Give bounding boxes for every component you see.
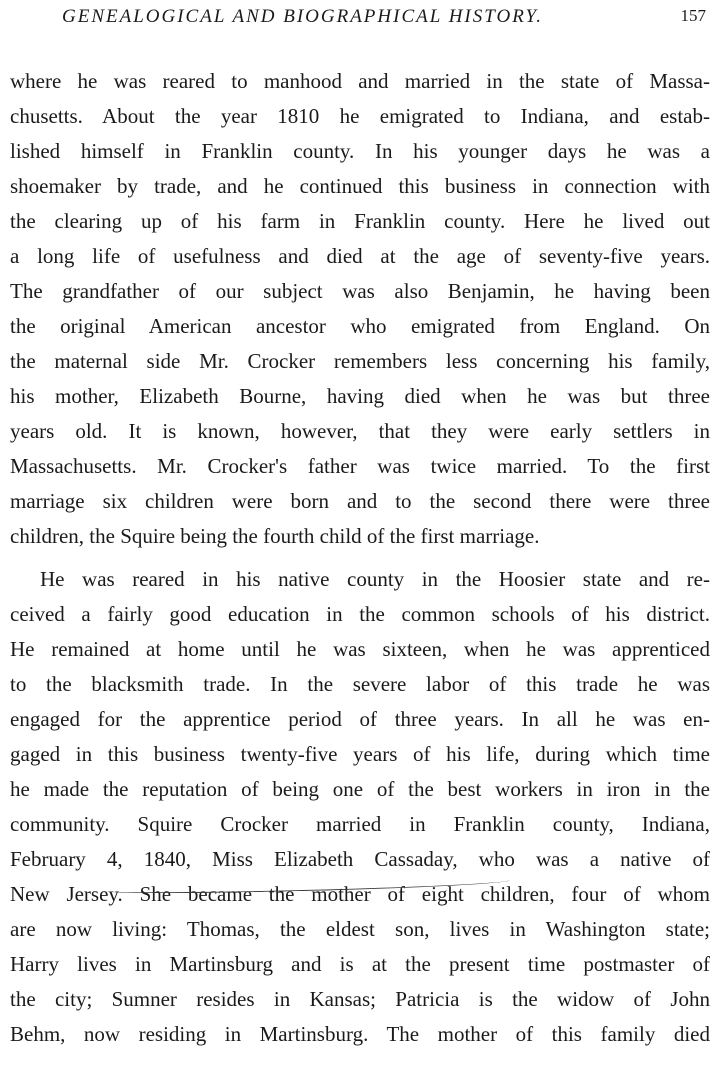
text-line: He was reared in his native county in the Hoosier state and re-	[40, 567, 710, 591]
text-line: community. Squire Crocker married in Franklin county, Indiana,	[10, 812, 710, 836]
running-title: GENEALOGICAL AND BIOGRAPHICAL HISTORY.	[62, 6, 544, 27]
text-line: the maternal side Mr. Crocker remembers less concerning his family,	[10, 349, 710, 373]
text-line: a long life of usefulness and died at the age of seventy-five years.	[10, 244, 710, 268]
text-line: The grandfather of our subject was also Benjamin, he having been	[10, 279, 710, 303]
text-line: years old. It is known, however, that they were early settlers in	[10, 419, 710, 443]
text-line: marriage six children were born and to the second there were three	[10, 489, 710, 513]
text-line: Harry lives in Martinsburg and is at the present time postmaster of	[10, 952, 710, 976]
text-line: to the blacksmith trade. In the severe labor of this trade he was	[10, 672, 710, 696]
text-line: Massachusetts. Mr. Crocker's father was twice married. To the first	[10, 454, 710, 478]
text-line: the city; Sumner resides in Kansas; Patricia is the widow of John	[10, 987, 710, 1011]
text-line: are now living: Thomas, the eldest son, lives in Washington state;	[10, 917, 710, 941]
text-line: New Jersey. She became the mother of eight children, four of whom	[10, 882, 710, 906]
text-line: He remained at home until he was sixteen, when he was apprenticed	[10, 637, 710, 661]
text-line: gaged in this business twenty-five years of his life, during which time	[10, 742, 710, 766]
text-line: lished himself in Franklin county. In his younger days he was a	[10, 139, 710, 163]
text-line: chusetts. About the year 1810 he emigrated to Indiana, and estab-	[10, 104, 710, 128]
text-line: the clearing up of his farm in Franklin county. Here he lived out	[10, 209, 710, 233]
text-line: shoemaker by trade, and he continued this business in connection with	[10, 174, 710, 198]
text-line: February 4, 1840, Miss Elizabeth Cassaday, who was a native of	[10, 847, 710, 871]
text-line: the original American ancestor who emigrated from England. On	[10, 314, 710, 338]
text-line: engaged for the apprentice period of three years. In all he was en-	[10, 707, 710, 731]
text-line: Behm, now residing in Martinsburg. The mother of this family died	[10, 1022, 710, 1046]
running-header	[62, 6, 710, 36]
text-line: he made the reputation of being one of the best workers in iron in the	[10, 777, 710, 801]
page-number: 157	[680, 6, 706, 25]
text-line: where he was reared to manhood and married in the state of Massa-	[10, 69, 710, 93]
text-line: his mother, Elizabeth Bourne, having died when he was but three	[10, 384, 710, 408]
text-line: ceived a fairly good education in the common schools of his district.	[10, 602, 710, 626]
text-line: children, the Squire being the fourth child of the first marriage.	[10, 524, 540, 548]
